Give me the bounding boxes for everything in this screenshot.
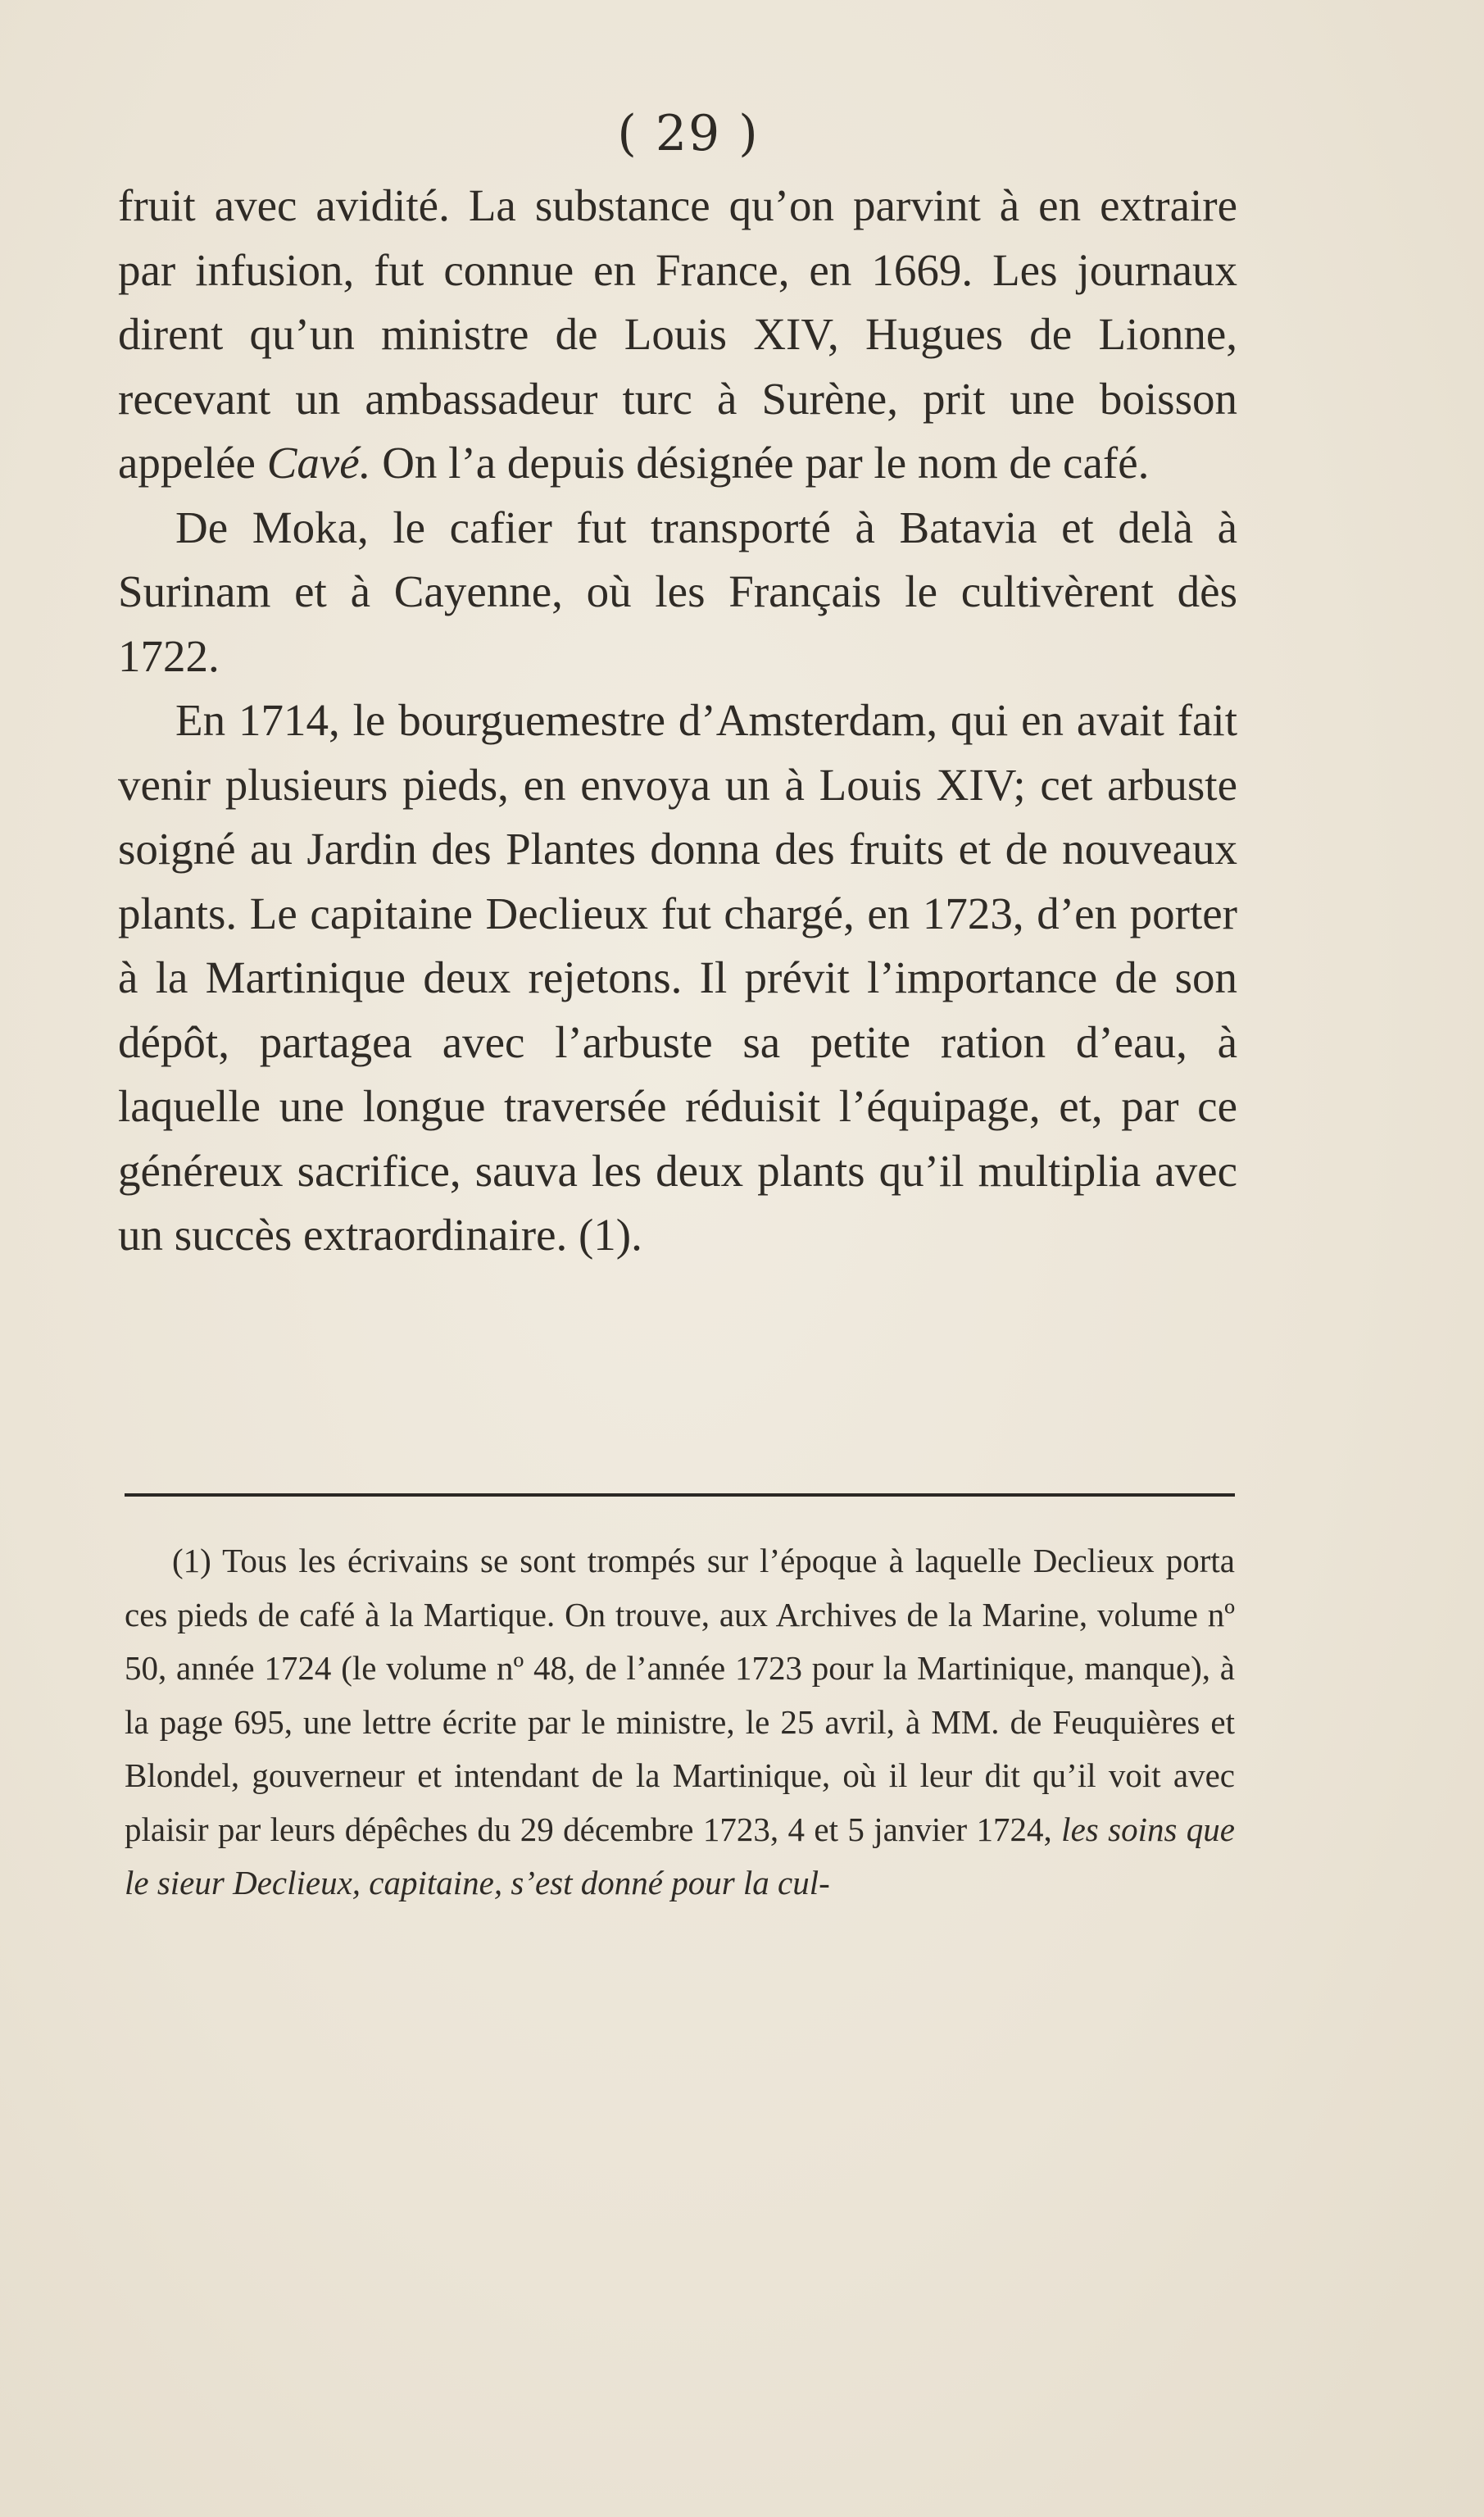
page-number: ( 29 ) <box>617 105 760 162</box>
paragraph-1-italic: Cavé. <box>266 438 371 488</box>
paragraph-3: En 1714, le bourguemestre d’Amsterdam, qui en avait fait venir plusieurs pieds, en envoya un à Louis XIV; cet arbuste soigné au Jardin des Plantes donna des fruits et de nouveaux plants. Le capitaine Declieux fut chargé, en 1723, d’en porter à la Martinique deux rejetons. Il prévit l’importance de son dépôt, partagea avec l’arbuste sa petite ration d’eau, à laquelle une longue traversée réduisit l’équipage, et, par ce généreux sacrifice, sauva les deux plants qu’il multiplia avec un succès extraordinaire. (1). <box>118 695 1237 1260</box>
paragraph-1-end: On l’a depuis désignée par le nom de café. <box>370 438 1150 488</box>
paragraph-1 <box>118 174 1237 496</box>
paragraph-1-text: fruit avec avidité. La substance qu’on parvint à en extraire par infusion, fut connue en France, en 1669. Les journaux dirent qu’un ministre de Louis XIV, Hugues de Lionne, recevant un ambassadeur turc à Surène, prit une boisson appelée <box>118 180 1237 488</box>
main-text <box>118 174 1237 1268</box>
paragraph-2: De Moka, le cafier fut transporté à Batavia et delà à Surinam et à Cayenne, où les Français le cultivèrent dès 1722. <box>118 502 1237 681</box>
footnote-divider <box>125 1493 1235 1497</box>
footnote-paragraph <box>125 1534 1235 1910</box>
footnote <box>125 1534 1235 1910</box>
footnote-italic: les soins que le sieur Declieux, capitaine, s’est donné pour la cul- <box>125 1810 1236 1901</box>
footnote-text: (1) Tous les écrivains se sont trompés sur l’époque à laquelle Declieux porta ces pieds de café à la Martique. On trouve, aux Archives de la Marine, volume nº 50, année 1724 (le volume nº 48, de l’année 1723 pour la Martinique, manque), à la page 695, une lettre écrite par le ministre, le 25 avril, à MM. de Feuquières et Blondel, gouverneur et intendant de la Martinique, où il leur dit qu’il voit avec plaisir par leurs dépêches du 29 décembre 1723, 4 et 5 janvier 1724, <box>125 1542 1235 1848</box>
